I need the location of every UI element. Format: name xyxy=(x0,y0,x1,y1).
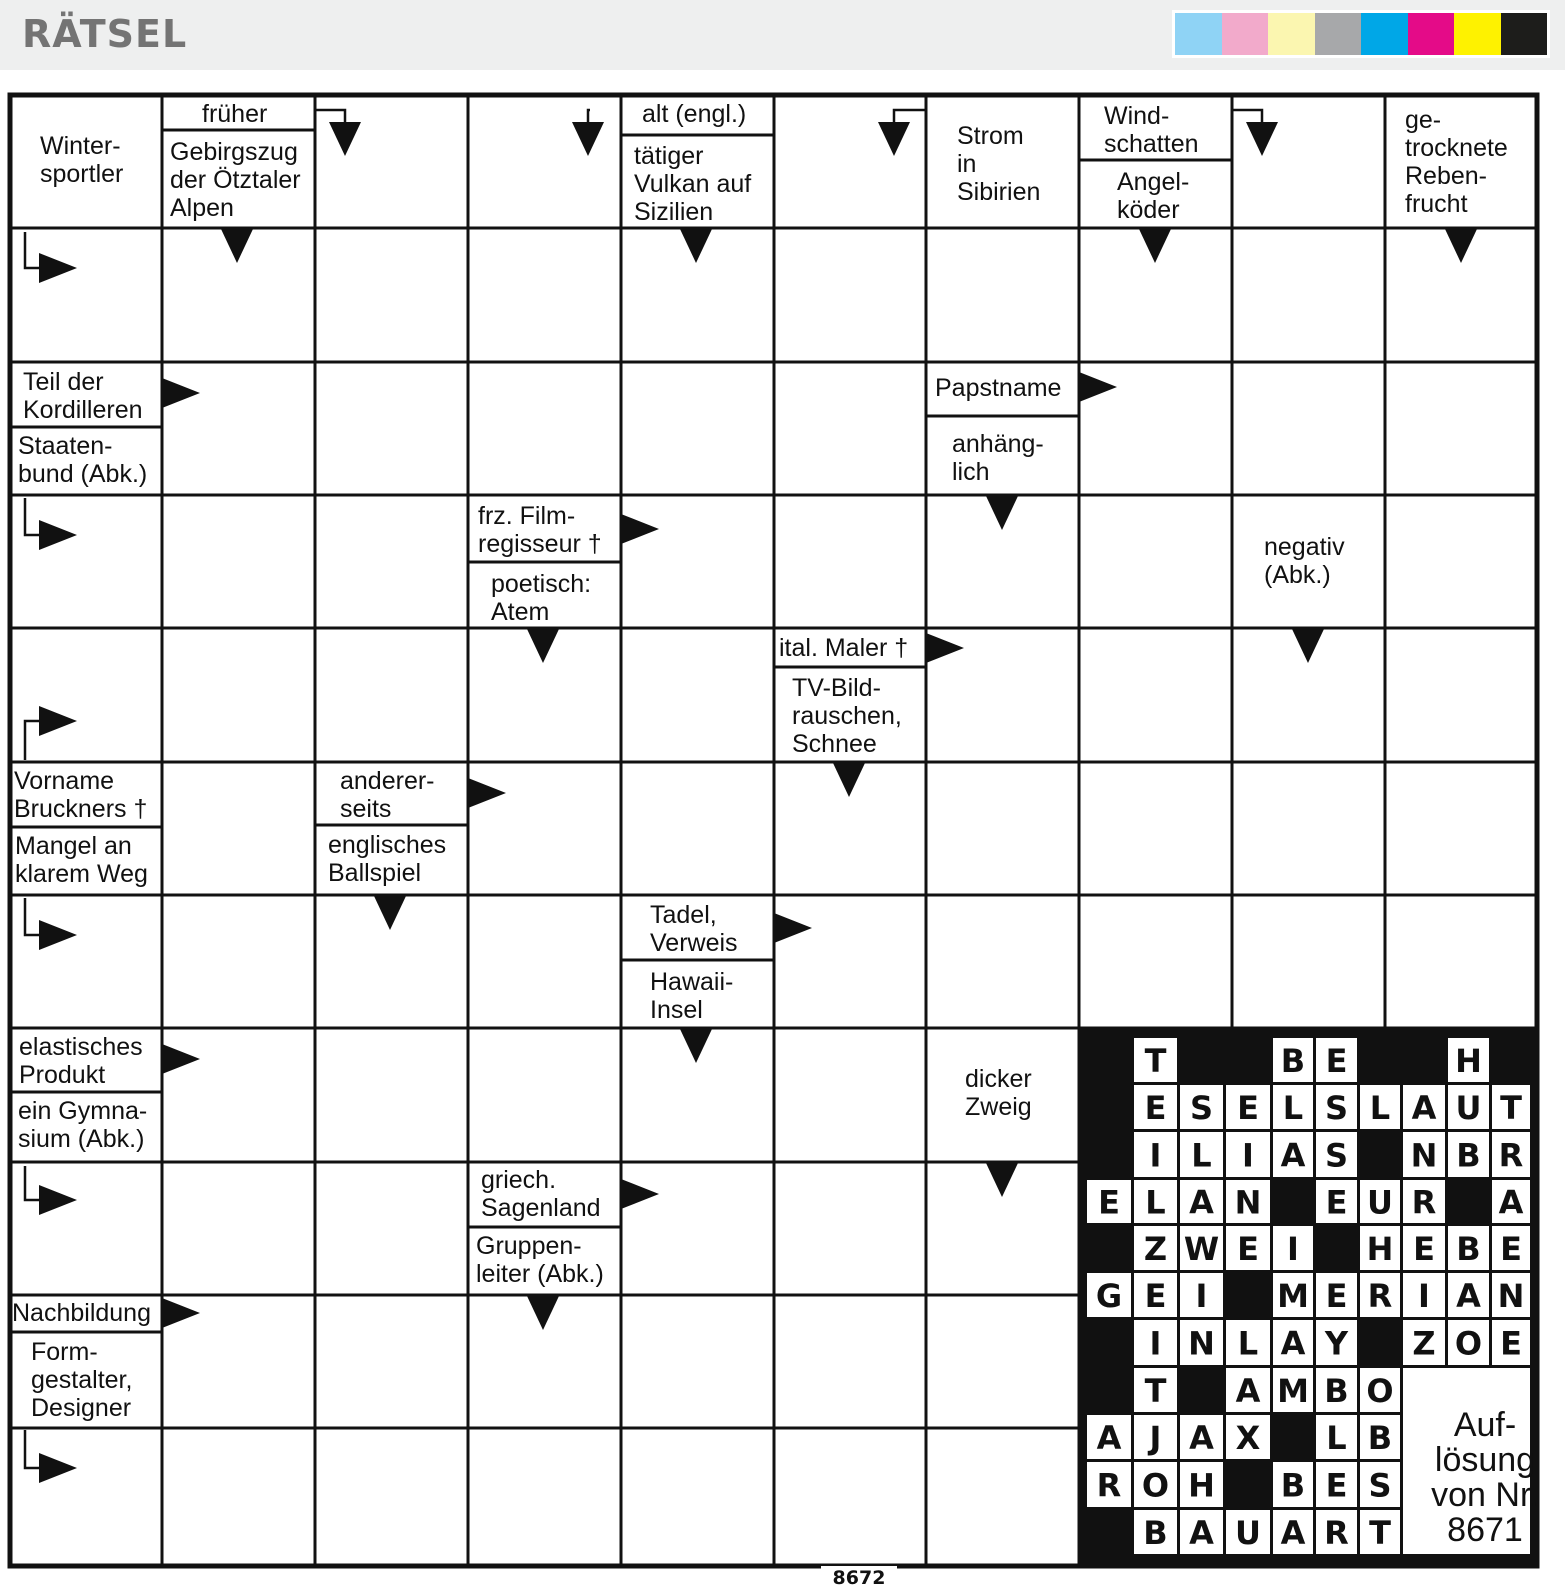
solution-letter: M xyxy=(1277,1277,1309,1315)
clue-text: griech. Sagenland xyxy=(481,1166,601,1222)
solution-letter: E xyxy=(1325,1183,1348,1222)
clue-text: früher xyxy=(202,100,268,128)
solution-letter: L xyxy=(1237,1324,1259,1363)
solution-letter: E xyxy=(1325,1466,1348,1505)
solution-letter: Z xyxy=(1412,1324,1436,1363)
right-arrow xyxy=(39,1185,77,1215)
solution-letter: Z xyxy=(1143,1230,1168,1268)
down-arrow xyxy=(572,122,604,156)
solution-letter: B xyxy=(1367,1419,1393,1457)
right-arrow xyxy=(621,1179,659,1209)
solution-note: Auf- lösung von Nr. 8671 xyxy=(1431,1406,1539,1549)
right-arrow xyxy=(39,520,77,550)
clue-text: Gebirgszug der Ötztaler Alpen xyxy=(170,138,301,222)
solution-letter: T xyxy=(1369,1514,1391,1552)
solution-letter: L xyxy=(1369,1089,1391,1127)
solution-letter: R xyxy=(1324,1514,1349,1552)
solution-letter: A xyxy=(1189,1183,1214,1222)
solution-letter: E xyxy=(1237,1089,1259,1127)
solution-letter: A xyxy=(1235,1372,1261,1410)
solution-letter: N xyxy=(1234,1183,1262,1222)
solution-letter: E xyxy=(1500,1230,1522,1268)
solution-letter: E xyxy=(1237,1230,1259,1268)
right-arrow xyxy=(1079,372,1117,402)
solution-letter: I xyxy=(1418,1277,1430,1315)
solution-letter: A xyxy=(1498,1183,1524,1222)
clue-text: Mangel an klarem Weg xyxy=(15,832,148,888)
solution-letter: A xyxy=(1456,1277,1481,1315)
bent-arrow-line xyxy=(25,1430,41,1468)
solution-letter: A xyxy=(1096,1419,1122,1457)
clue-text: Teil der Kordilleren xyxy=(23,368,143,424)
clue-text: ital. Maler † xyxy=(779,634,909,662)
down-arrow xyxy=(374,896,406,930)
down-arrow xyxy=(986,1163,1018,1197)
solution-letter: B xyxy=(1456,1230,1481,1268)
puzzle-number: 8672 xyxy=(821,1566,897,1588)
solution-letter: H xyxy=(1366,1230,1394,1268)
solution-letter: T xyxy=(1144,1042,1167,1080)
clue-text: ge- trocknete Reben- frucht xyxy=(1405,106,1508,218)
clue-text: Staaten- bund (Abk.) xyxy=(18,432,148,488)
solution-letter: A xyxy=(1189,1514,1214,1552)
down-arrow xyxy=(986,496,1018,530)
bent-arrow-line xyxy=(25,898,41,935)
right-arrow xyxy=(926,633,964,663)
down-arrow xyxy=(878,122,910,156)
solution-letter: B xyxy=(1143,1514,1168,1552)
down-arrow xyxy=(680,229,712,263)
clue-text: frz. Film- regisseur † xyxy=(478,502,602,558)
bent-arrow-line xyxy=(25,1166,41,1200)
right-arrow xyxy=(468,778,506,808)
solution-letter: I xyxy=(1242,1136,1254,1175)
clue-text: tätiger Vulkan auf Sizilien xyxy=(634,142,752,226)
solution-letter: R xyxy=(1367,1277,1393,1315)
down-arrow xyxy=(1292,629,1324,663)
solution-letter: L xyxy=(1191,1136,1212,1175)
clue-text: Hawaii- Insel xyxy=(650,968,734,1024)
clue-text: Strom in Sibirien xyxy=(957,122,1041,206)
solution-letter: S xyxy=(1324,1136,1349,1175)
solution-letter: S xyxy=(1189,1089,1214,1127)
solution-letter: L xyxy=(1326,1419,1347,1457)
solution-letter: E xyxy=(1325,1277,1348,1315)
solution-letter: T xyxy=(1144,1372,1167,1410)
solution-letter: S xyxy=(1324,1089,1349,1127)
bent-arrow-line xyxy=(25,232,41,268)
solution-letter: R xyxy=(1096,1466,1122,1505)
solution-letter: E xyxy=(1098,1183,1120,1222)
solution-letter: N xyxy=(1497,1277,1525,1315)
clue-text: anhäng- lich xyxy=(952,430,1044,486)
solution-letter: N xyxy=(1410,1136,1438,1175)
down-arrow xyxy=(1139,229,1171,263)
solution-letter: L xyxy=(1145,1183,1166,1222)
solution-letter: O xyxy=(1141,1466,1170,1505)
right-arrow xyxy=(39,706,77,736)
solution-letter: I xyxy=(1195,1277,1208,1315)
solution-letter: H xyxy=(1455,1042,1482,1080)
down-arrow xyxy=(527,629,559,663)
solution-letter: I xyxy=(1149,1136,1162,1175)
clue-text: Vorname Bruckners † xyxy=(14,767,148,823)
right-arrow xyxy=(39,920,77,950)
solution-letter: S xyxy=(1368,1466,1392,1505)
down-arrow xyxy=(221,229,253,263)
solution-letter: I xyxy=(1149,1324,1162,1363)
down-arrow xyxy=(833,763,865,797)
solution-letter: E xyxy=(1144,1089,1167,1127)
solution-letter: A xyxy=(1189,1419,1214,1457)
clue-text: Form- gestalter, Designer xyxy=(31,1338,133,1422)
clue-text: poetisch: Atem xyxy=(491,570,592,626)
solution-letter: A xyxy=(1411,1089,1437,1127)
solution-letter: U xyxy=(1235,1514,1261,1552)
clue-text: Tadel, Verweis xyxy=(650,901,738,957)
bent-arrow-line xyxy=(25,721,41,760)
solution-letter: I xyxy=(1287,1230,1299,1268)
solution-letter: E xyxy=(1325,1042,1348,1080)
solution-letter: H xyxy=(1188,1466,1215,1505)
clue-text: Nachbildung xyxy=(12,1299,151,1327)
down-arrow xyxy=(527,1296,559,1330)
right-arrow xyxy=(39,253,77,283)
clue-text: ein Gymna- sium (Abk.) xyxy=(18,1097,148,1153)
solution-letter: Y xyxy=(1324,1324,1349,1363)
clue-text: Papstname xyxy=(935,374,1062,402)
clue-text: Gruppen- leiter (Abk.) xyxy=(476,1232,604,1288)
down-arrow xyxy=(1246,122,1278,156)
solution-letter: B xyxy=(1280,1042,1306,1080)
solution-letter: B xyxy=(1456,1136,1481,1175)
right-arrow xyxy=(162,1298,200,1328)
clue-text: Angel- köder xyxy=(1117,168,1190,224)
solution-letter: J xyxy=(1149,1419,1162,1457)
clue-text: TV-Bild- rauschen, Schnee xyxy=(792,674,902,758)
right-arrow xyxy=(39,1453,77,1483)
solution-letter: E xyxy=(1413,1230,1435,1268)
clue-text: alt (engl.) xyxy=(642,100,747,128)
solution-letter: G xyxy=(1095,1277,1123,1315)
page-title: RÄTSEL xyxy=(22,12,188,56)
solution-letter: T xyxy=(1500,1089,1522,1127)
solution-letter: B xyxy=(1324,1372,1349,1410)
solution-letter: U xyxy=(1367,1183,1393,1222)
down-arrow xyxy=(1445,229,1477,263)
solution-letter: A xyxy=(1280,1136,1306,1175)
down-arrow xyxy=(329,122,361,156)
solution-letter: E xyxy=(1144,1277,1167,1315)
solution-letter: A xyxy=(1280,1324,1306,1363)
solution-letter: U xyxy=(1455,1089,1482,1127)
solution-letter: O xyxy=(1366,1372,1394,1410)
right-arrow xyxy=(162,378,200,408)
clue-text: Winter- sportler xyxy=(40,132,124,188)
solution-letter: N xyxy=(1188,1324,1215,1363)
clue-text: Wind- schatten xyxy=(1104,102,1199,158)
solution-letter: M xyxy=(1277,1372,1309,1410)
solution-letter: R xyxy=(1498,1136,1524,1175)
solution-letter: O xyxy=(1454,1324,1483,1363)
solution-letter: R xyxy=(1411,1183,1437,1222)
down-arrow xyxy=(680,1029,712,1063)
solution-letter: W xyxy=(1183,1230,1220,1268)
clue-text: dicker Zweig xyxy=(965,1065,1032,1121)
clue-text: elastisches Produkt xyxy=(19,1033,143,1089)
right-arrow xyxy=(162,1044,200,1074)
right-arrow xyxy=(621,514,659,544)
solution-letter: L xyxy=(1282,1089,1304,1127)
bent-arrow-line xyxy=(25,498,41,535)
solution-letter: X xyxy=(1235,1419,1261,1457)
solution-letter: B xyxy=(1280,1466,1306,1505)
clue-text: negativ (Abk.) xyxy=(1264,533,1345,589)
right-arrow xyxy=(774,913,812,943)
clue-text: anderer- seits xyxy=(340,767,435,823)
solution-letter: A xyxy=(1280,1514,1306,1552)
solution-letter: E xyxy=(1500,1324,1522,1363)
clue-text: englisches Ballspiel xyxy=(328,831,447,887)
